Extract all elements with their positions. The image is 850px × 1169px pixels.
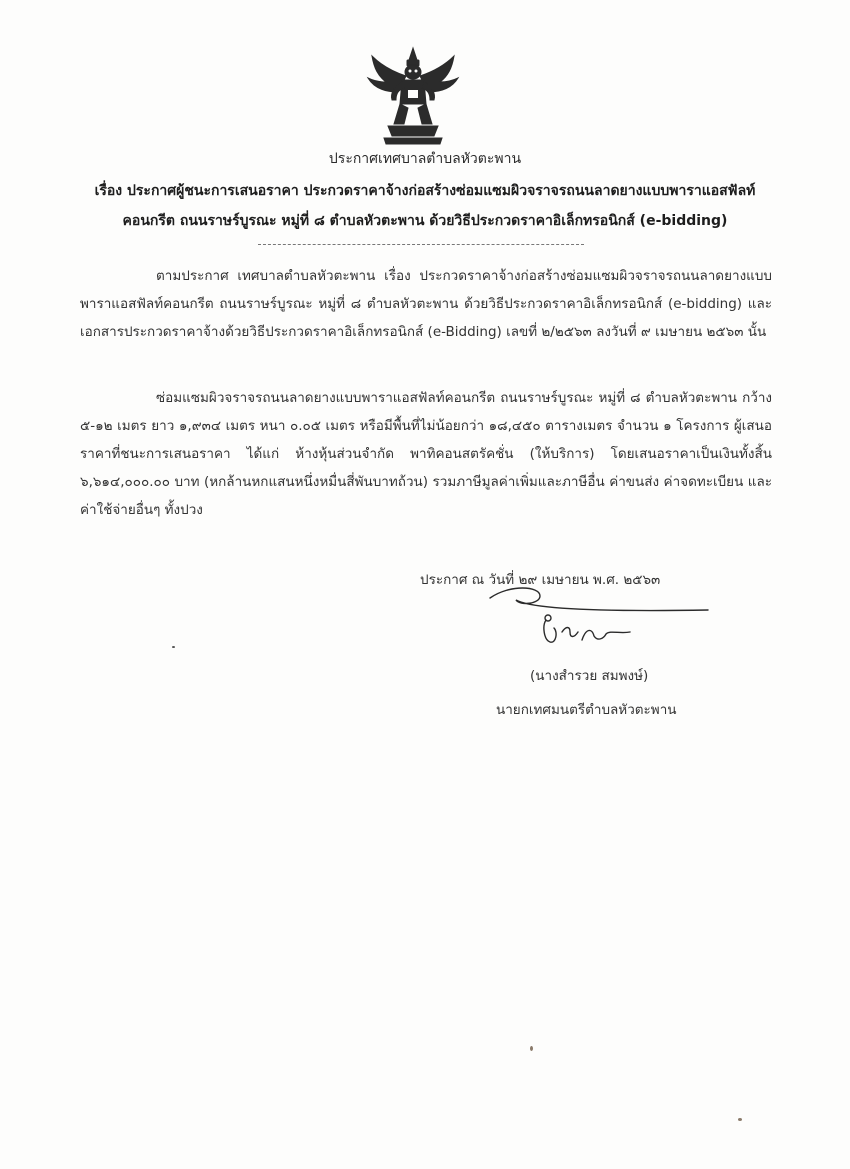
paragraph-2-text: ซ่อมแซมผิวจราจรถนนลาดยางแบบพาราแอสฟัลท์คอนกรีต ถนนราษร์บูรณะ หมู่ที่ ๘ ตำบลหัวตะพาน กว้าง ๕-๑๒ เมตร ยาว ๑,๙๓๔ เมตร หนา ๐.๐๕ เมตร หรือมีพื้นที่ไม่น้อยกว่า ๑๘,๔๕๐ ตารางเมตร จำนวน ๑ โครงการ ผู้เสนอราคาที่ชนะการเสนอราคา ได้แก่ ห้างหุ้นส่วนจำกัด พาทิคอนสตรัคชั่น (ให้บริการ) โดยเสนอราคาเป็นเงินทั้งสิ้น ๖,๖๑๔,๐๐๐.๐๐ บาท (หกล้านหกแสนหนึ่งหมื่นสี่พันบาทถ้วน) รวมภาษีมูลค่าเพิ่มและภาษีอื่น ค่าขนส่ง ค่าจดทะเบียน และค่าใช้จ่ายอื่นๆ ทั้งปวง (80, 390, 772, 518)
subject-line-1: เรื่อง ประกาศผู้ชนะการเสนอราคา ประกวดราคาจ้างก่อสร้างซ่อมแซมผิวจราจรถนนลาดยางแบบพาราแอสฟัลท์ (94, 183, 756, 199)
body-paragraph-1 (80, 262, 772, 346)
divider (258, 244, 584, 245)
subject-heading (60, 176, 790, 236)
announce-date: ประกาศ ณ วันที่ ๒๙ เมษายน พ.ศ. ๒๕๖๓ (420, 572, 661, 588)
scan-speck (738, 1118, 742, 1121)
issuer-heading: ประกาศเทศบาลตำบลหัวตะพาน (328, 151, 522, 167)
signer-name: (นางสำรวย สมพงษ์) (530, 668, 649, 684)
scan-speck (172, 646, 175, 648)
body-paragraph-2 (80, 384, 772, 524)
subject-line-2: คอนกรีต ถนนราษร์บูรณะ หมู่ที่ ๘ ตำบลหัวตะพาน ด้วยวิธีประกวดราคาอิเล็กทรอนิกส์ (e-bidding) (122, 213, 728, 229)
garuda-emblem-icon (364, 46, 462, 146)
scan-speck (530, 1046, 533, 1051)
paragraph-1-text: ตามประกาศ เทศบาลตำบลหัวตะพาน เรื่อง ประกวดราคาจ้างก่อสร้างซ่อมแซมผิวจราจรถนนลาดยางแบบพาราแอสฟัลท์คอนกรีต ถนนราษร์บูรณะ หมู่ที่ ๘ ตำบลหัวตะพาน ด้วยวิธีประกวดราคาอิเล็กทรอนิกส์ (e-bidding) และเอกสารประกวดราคาจ้างด้วยวิธีประกวดราคาอิเล็กทรอนิกส์ (e-Bidding) เลขที่ ๒/๒๕๖๓ ลงวันที่ ๙ เมษายน ๒๕๖๓ นั้น (80, 268, 772, 340)
signer-title: นายกเทศมนตรีตำบลหัวตะพาน (496, 702, 677, 718)
handwritten-signature (470, 582, 720, 652)
